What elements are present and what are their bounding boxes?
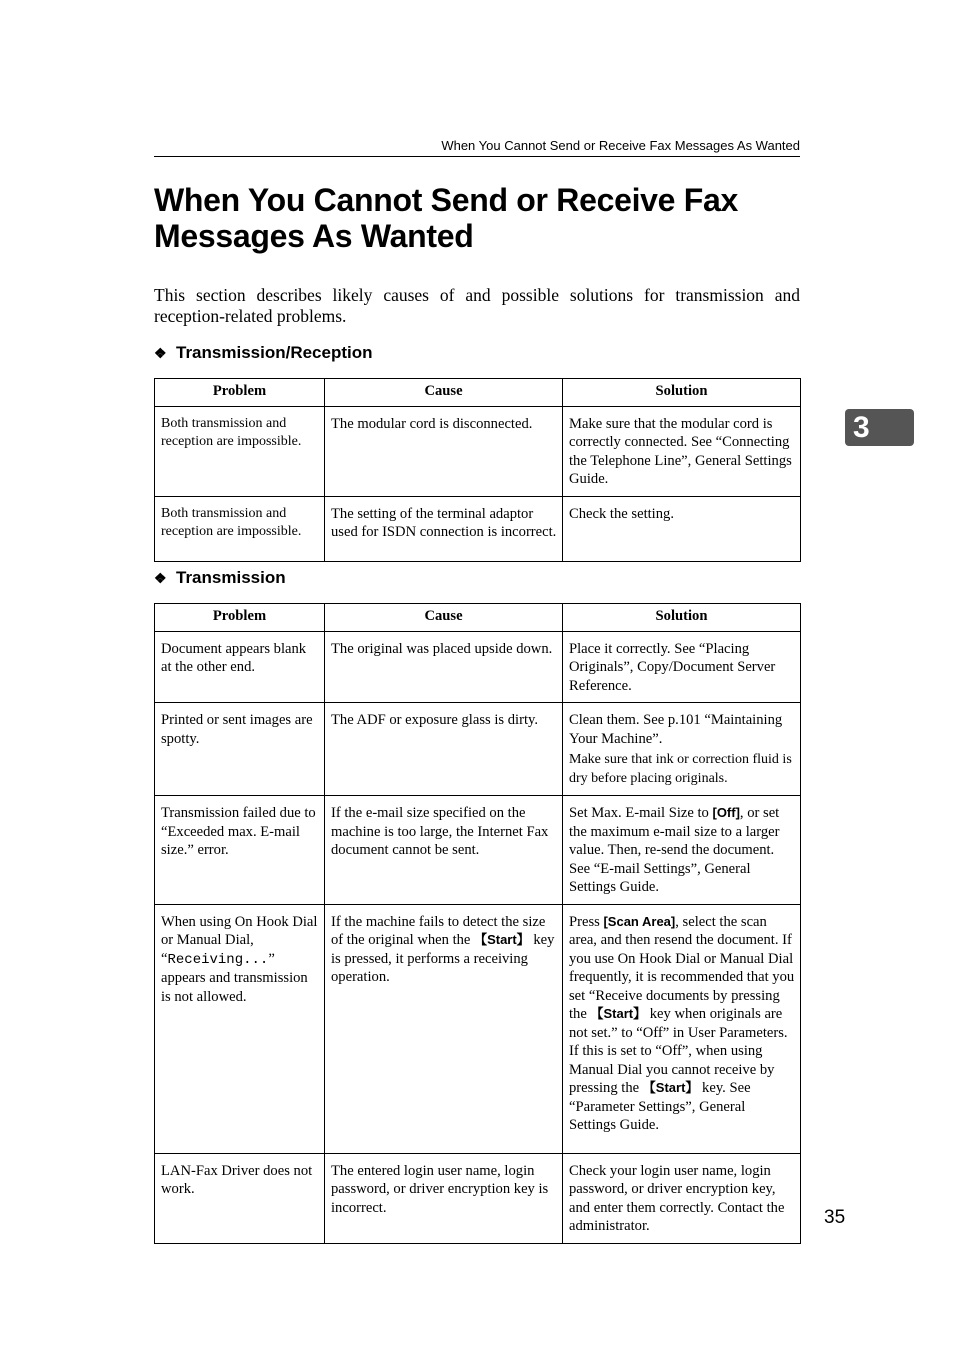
cause-cell: The setting of the terminal adaptor used for ISDN connection is incorrect. <box>325 496 563 561</box>
off-key-label: [Off] <box>712 805 740 820</box>
diamond-bullet-icon: ❖ <box>154 344 167 361</box>
solution-cell <box>563 796 801 905</box>
column-header-solution: Solution <box>563 604 801 632</box>
table-row <box>155 703 801 796</box>
cause-cell <box>325 904 563 1153</box>
table-row <box>155 496 801 561</box>
table-row <box>155 1153 801 1243</box>
page-title: When You Cannot Send or Receive Fax Messages As Wanted <box>154 182 738 254</box>
cause-text: key is pressed, it performs a receiving operation. <box>331 932 555 985</box>
solution-cell: Make sure that the modular cord is correctly connected. See “Connecting the Telephone Line”, General Settings Guide. <box>563 406 801 496</box>
solution-cell: Place it correctly. See “Placing Originals”, Copy/Document Server Reference. <box>563 631 801 703</box>
column-header-cause: Cause <box>325 604 563 632</box>
table-header-row <box>155 604 801 632</box>
section-heading-label: Transmission <box>176 568 286 587</box>
problem-text: ” appears and transmission is not allowed. <box>161 950 308 1005</box>
column-header-solution: Solution <box>563 379 801 407</box>
solution-cell <box>563 703 801 796</box>
chapter-number: 3 <box>853 411 870 444</box>
table-row <box>155 904 801 1153</box>
section-heading-transmission-reception <box>154 343 800 363</box>
section-heading-transmission <box>154 568 800 588</box>
column-header-problem: Problem <box>155 604 325 632</box>
diamond-bullet-icon: ❖ <box>154 569 167 586</box>
solution-cell: Check your login user name, login password, or driver encryption key, and enter them correctly. Contact the administrator. <box>563 1153 801 1243</box>
solution-cell: Check the setting. <box>563 496 801 561</box>
running-header: When You Cannot Send or Receive Fax Messages As Wanted <box>154 138 800 157</box>
receiving-display-text: Receiving... <box>167 951 269 968</box>
problem-cell: Document appears blank at the other end. <box>155 631 325 703</box>
cause-cell: The ADF or exposure glass is dirty. <box>325 703 563 796</box>
solution-note: Make sure that ink or correction fluid is dry before placing originals. <box>569 752 792 786</box>
column-header-problem: Problem <box>155 379 325 407</box>
table-row <box>155 796 801 905</box>
problem-text: When using On Hook Dial or Manual Dial, “ <box>161 913 318 967</box>
solution-text: , select the scan area, and then resend the document. If you use On Hook Dial or Manual Dial frequently, it is recommended that you set “Receive documents by pressing the <box>569 913 795 1022</box>
intro-paragraph: This section describes likely causes of and possible solutions for transmission and reception-related problems. <box>154 285 800 326</box>
table-header-row <box>155 379 801 407</box>
chapter-tab <box>845 409 914 446</box>
table-row <box>155 631 801 703</box>
cause-text: If the machine fails to detect the size of the original when the <box>331 913 546 948</box>
problem-cell: Transmission failed due to “Exceeded max. E-mail size.” error. <box>155 796 325 905</box>
transmission-table <box>154 603 801 1244</box>
section-heading-label: Transmission/Reception <box>176 343 373 362</box>
solution-text: key. See “Parameter Settings”, General Settings Guide. <box>569 1080 751 1133</box>
start-key-label: 【Start】 <box>590 1006 647 1021</box>
solution-cell <box>563 904 801 1153</box>
problem-cell: Both transmission and reception are impossible. <box>155 496 325 561</box>
solution-text: , or set the maximum e-mail size to a larger value. Then, re-send the document. See “E-mail Settings”, General Settings Guide. <box>569 805 780 895</box>
transmission-reception-table <box>154 378 801 562</box>
cause-cell: The entered login user name, login password, or driver encryption key is incorrect. <box>325 1153 563 1243</box>
scan-area-key-label: [Scan Area] <box>603 913 676 929</box>
problem-cell <box>155 904 325 1153</box>
problem-cell: Printed or sent images are spotty. <box>155 703 325 796</box>
solution-text: key when originals are not set.” to “Off” in User Parameters. If this is set to “Off”, when using Manual Dial you cannot receive by pressing the <box>569 1006 788 1096</box>
cause-cell: The modular cord is disconnected. <box>325 406 563 496</box>
problem-cell: Both transmission and reception are impossible. <box>155 406 325 496</box>
solution-text: Press <box>569 913 604 930</box>
page-number: 35 <box>824 1207 846 1228</box>
cause-cell: If the e-mail size specified on the machine is too large, the Internet Fax document cannot be sent. <box>325 796 563 905</box>
column-header-cause: Cause <box>325 379 563 407</box>
solution-text: Clean them. See p.101 “Maintaining Your Machine”. <box>569 712 783 747</box>
cause-cell: The original was placed upside down. <box>325 631 563 703</box>
solution-text: Set Max. E-mail Size to <box>569 805 713 821</box>
start-key-label: 【Start】 <box>642 1080 699 1095</box>
start-key-label: 【Start】 <box>474 932 530 947</box>
problem-cell: LAN-Fax Driver does not work. <box>155 1153 325 1243</box>
table-row <box>155 406 801 496</box>
